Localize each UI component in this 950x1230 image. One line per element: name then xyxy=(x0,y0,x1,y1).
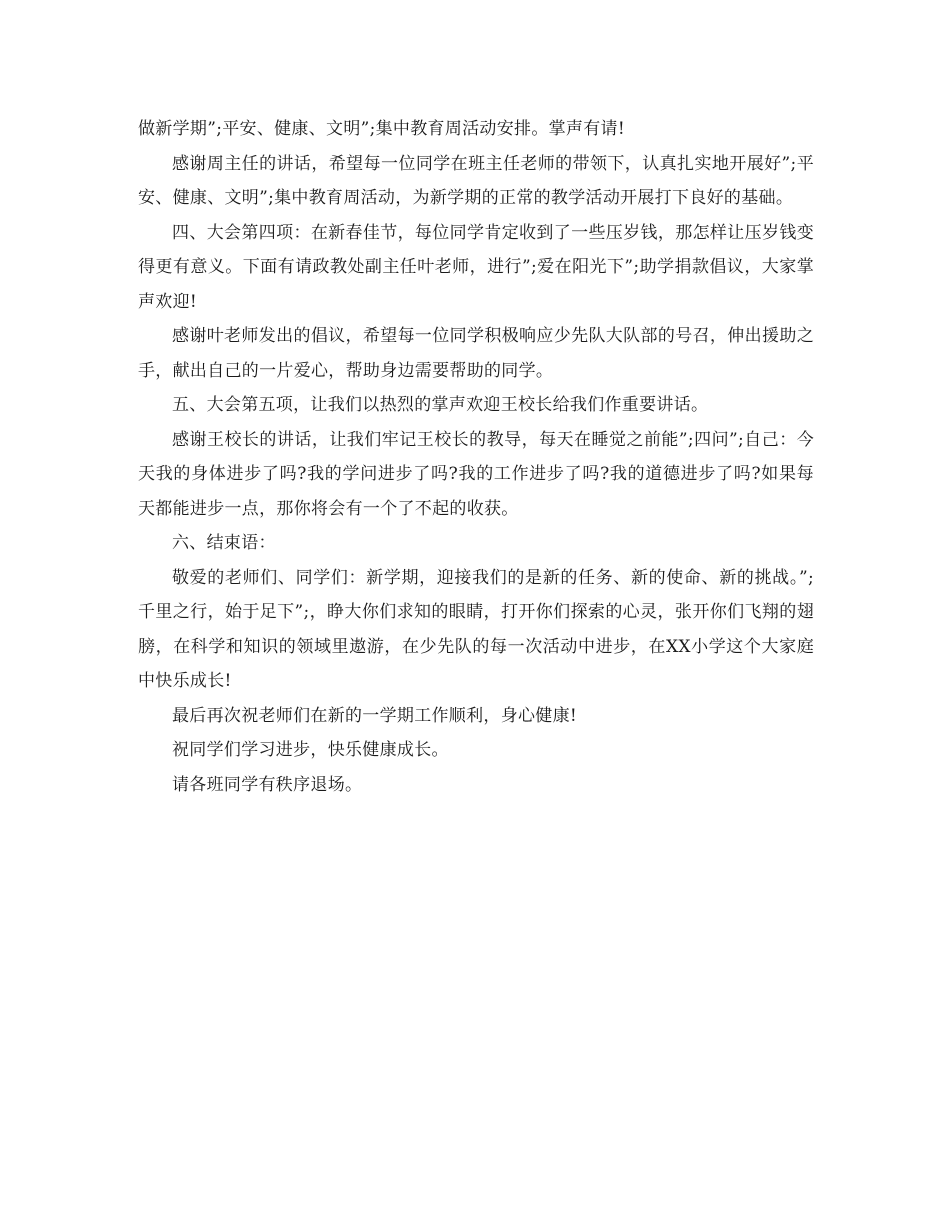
paragraph: 感谢叶老师发出的倡议，希望每一位同学积极响应少先队大队部的号召，伸出援助之手，献出自己的一片爱心，帮助身边需要帮助的同学。 xyxy=(138,326,814,381)
paragraph: 感谢周主任的讲话，希望每一位同学在班主任老师的带领下，认真扎实地开展好”;平安、健康、文明”;集中教育周活动，为新学期的正常的教学活动开展打下良好的基础。 xyxy=(138,153,814,208)
paragraph: 请各班同学有秩序退场。 xyxy=(172,774,363,795)
paragraph: 祝同学们学习进步，快乐健康成长。 xyxy=(172,740,449,760)
paragraph: 最后再次祝老师们在新的一学期工作顺利，身心健康! xyxy=(172,705,578,726)
document-body xyxy=(138,112,814,802)
paragraph: 四、大会第四项：在新春佳节，每位同学肯定收到了一些压岁钱，那怎样让压岁钱变得更有意义。下面有请政教处副主任叶老师，进行”;爱在阳光下”;助学捐款倡议，大家掌声欢迎! xyxy=(138,222,814,312)
paragraph: 六、结束语： xyxy=(172,533,276,553)
paragraph: 做新学期”;平安、健康、文明”;集中教育周活动安排。掌声有请! xyxy=(138,119,625,139)
paragraph: 敬爱的老师们、同学们：新学期，迎接我们的是新的任务、新的使命、新的挑战。”;千里之行，始于足下”;，睁大你们求知的眼睛，打开你们探索的心灵，张开你们飞翔的翅膀，在科学和知识的领域里遨游，在少先队的每一次活动中进步，在XX小学这个大家庭中快乐成长! xyxy=(138,567,814,691)
paragraph: 五、大会第五项，让我们以热烈的掌声欢迎王校长给我们作重要讲话。 xyxy=(172,395,709,415)
paragraph: 感谢王校长的讲话，让我们牢记王校长的教导，每天在睡觉之前能”;四问”;自己：今天我的身体进步了吗?我的学问进步了吗?我的工作进步了吗?我的道德进步了吗?如果每天都能进步一点，那你将会有一个了不起的收获。 xyxy=(138,429,814,519)
